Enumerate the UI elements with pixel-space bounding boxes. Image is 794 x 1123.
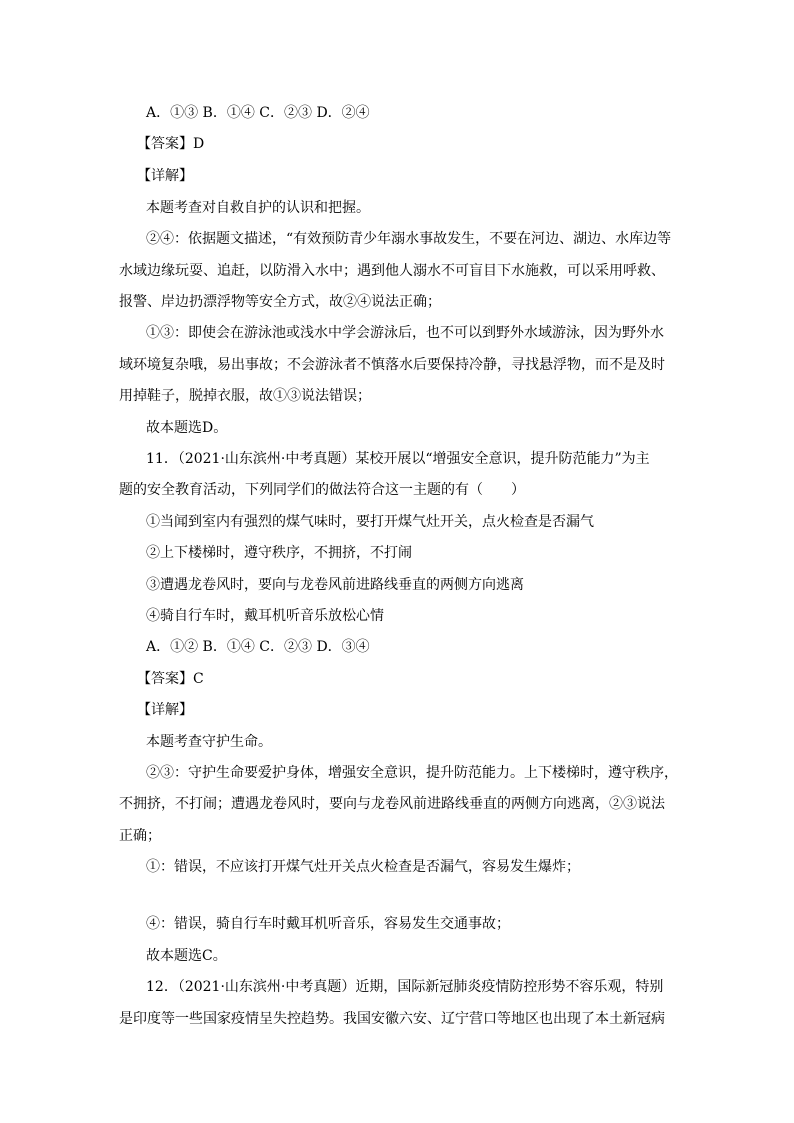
q10-conclusion: 故本题选D。 — [146, 420, 228, 436]
q11-detail-heading: 【详解】 — [137, 702, 193, 718]
q11-para1-line1: ②③：守护生命要爱护身体，增强安全意识，提升防范能力。上下楼梯时，遵守秩序， — [146, 765, 678, 781]
q10-detail-heading: 【详解】 — [137, 168, 193, 184]
q10-para1-line1: ②④：依据题文描述，“有效预防青少年溺水事故发生，不要在河边、湖边、水库边等 — [146, 231, 672, 247]
q11-para2: ①：错误，不应该打开煤气灶开关点火检查是否漏气，容易发生爆炸； — [146, 859, 580, 875]
q12-stem-line2: 是印度等一些国家疫情呈失控趋势。我国安徽六安、辽宁营口等地区也出现了本土新冠病 — [119, 1011, 665, 1027]
q11-item-4: ④骑自行车时，戴耳机听音乐放松心情 — [146, 608, 384, 624]
q11-para3: ④：错误，骑自行车时戴耳机听音乐，容易发生交通事故； — [146, 916, 510, 932]
q10-para1-line3: 报警、岸边扔漂浮物等安全方式，故②④说法正确； — [119, 294, 441, 310]
q11-para1-line2: 不拥挤，不打闹；遭遇龙卷风时，要向与龙卷风前进路线垂直的两侧方向逃离，②③说法 — [119, 796, 665, 812]
q12-stem-line1: 12．（2021·山东滨州·中考真题）近期，国际新冠肺炎疫情防控形势不容乐观，特别 — [146, 979, 664, 995]
q10-para2-line3: 用掉鞋子，脱掉衣服，故①③说法错误； — [119, 388, 371, 404]
q11-intro: 本题考查守护生命。 — [146, 734, 272, 750]
q10-intro: 本题考查对自救自护的认识和把握。 — [146, 200, 370, 216]
q11-conclusion: 故本题选C。 — [146, 948, 227, 964]
q10-answer: 【答案】D — [137, 136, 205, 152]
q11-stem-line1: 11．（2021·山东滨州·中考真题）某校开展以“增强安全意识，提升防范能力”为主 — [146, 451, 650, 467]
q10-para1-line2: 水域边缘玩耍、追赶，以防滑入水中；遇到他人溺水不可盲目下水施救，可以采用呼救、 — [119, 263, 665, 279]
q11-options: A．①② B．①④ C．②③ D．③④ — [146, 639, 370, 655]
q11-stem-line2: 题的安全教育活动，下列同学们的做法符合这一主题的有（ ） — [119, 482, 525, 498]
q11-para1-line3: 正确； — [119, 828, 161, 844]
q11-answer: 【答案】C — [137, 671, 204, 687]
q10-options: A．①③ B．①④ C．②③ D．②④ — [146, 105, 370, 121]
q11-item-3: ③遭遇龙卷风时，要向与龙卷风前进路线垂直的两侧方向逃离 — [146, 577, 524, 593]
q10-para2-line2: 域环境复杂哦，易出事故；不会游泳者不慎落水后要保持冷静，寻找悬浮物，而不是及时 — [119, 357, 665, 373]
q11-item-1: ①当闻到室内有强烈的煤气味时，要打开煤气灶开关，点火检查是否漏气 — [146, 514, 594, 530]
q10-para2-line1: ①③：即使会在游泳池或浅水中学会游泳后，也不可以到野外水域游泳，因为野外水 — [146, 325, 664, 341]
q11-item-2: ②上下楼梯时，遵守秩序，不拥挤，不打闹 — [146, 545, 412, 561]
